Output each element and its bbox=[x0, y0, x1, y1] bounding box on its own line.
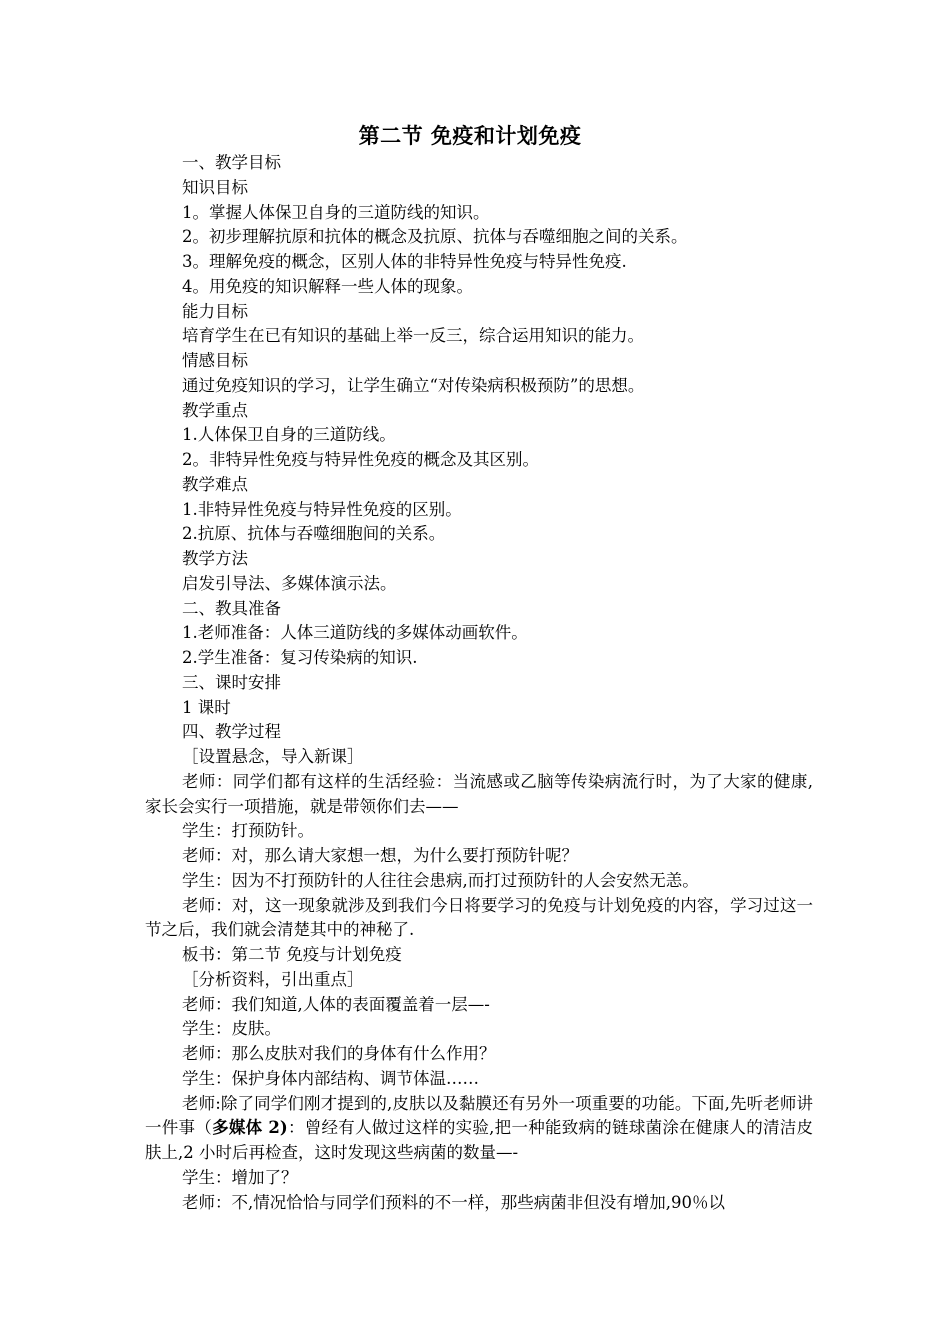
text-line: ［设置悬念，导入新课］ bbox=[182, 747, 364, 766]
text-line: 2。初步理解抗原和抗体的概念及抗原、抗体与吞噬细胞之间的关系。 bbox=[182, 227, 688, 247]
text-line: 培育学生在已有知识的基础上举一反三，综合运用知识的能力。 bbox=[182, 326, 644, 346]
dialog-paragraph bbox=[145, 1092, 813, 1166]
text-line: 学生：打预防针。 bbox=[182, 821, 314, 841]
text-line: 老师：那么皮肤对我们的身体有什么作用？ bbox=[182, 1044, 496, 1063]
text-line: 学生：皮肤。 bbox=[182, 1019, 281, 1039]
text-line: 通过免疫知识的学习，让学生确立“对传染病积极预防”的思想。 bbox=[182, 375, 645, 395]
text-line: 教学方法 bbox=[182, 549, 248, 568]
text-line: 1。掌握人体保卫自身的三道防线的知识。 bbox=[182, 202, 490, 222]
text-line: 2。非特异性免疫与特异性免疫的概念及其区别。 bbox=[182, 450, 539, 469]
text-line: 四、教学过程 bbox=[182, 722, 281, 742]
text-line: 能力目标 bbox=[182, 301, 248, 321]
text-line: 1 课时 bbox=[182, 697, 231, 717]
dialog-paragraph: 老师：对，这一现象就涉及到我们今日将要学习的免疫与计划免疫的内容，学习过这一节之后，我们就会清楚其中的神秘了. bbox=[145, 895, 813, 940]
multimedia-reference: 多媒体 2) bbox=[212, 1118, 288, 1138]
lesson-title: 第二节 免疫和计划免疫 bbox=[358, 123, 582, 148]
text-line: 老师：不,情况恰恰与同学们预料的不一样，那些病菌非但没有增加,90％以 bbox=[182, 1192, 725, 1212]
text-line: 3。理解免疫的概念，区别人体的非特异性免疫与特异性免疫. bbox=[182, 252, 627, 271]
text-line: 二、教具准备 bbox=[182, 598, 281, 618]
text-line: 4。用免疫的知识解释一些人体的现象。 bbox=[182, 276, 473, 296]
text-line: 学生：因为不打预防针的人往往会患病,而打过预防针的人会安然无恙。 bbox=[182, 870, 699, 890]
dialog-text: 老师:除了同学们刚才提到的,皮肤以及黏膜还有另外一项重要的功能。下面,先听老师讲一件事（ bbox=[145, 1093, 813, 1138]
text-line: 知识目标 bbox=[182, 177, 248, 197]
text-line: 学生：保护身体内部结构、调节体温…… bbox=[182, 1068, 479, 1088]
text-line: 老师：对，那么请大家想一想，为什么要打预防针呢？ bbox=[182, 846, 578, 865]
text-line: 2.学生准备：复习传染病的知识. bbox=[182, 648, 418, 667]
text-line: 老师：我们知道,人体的表面覆盖着一层—- bbox=[182, 994, 490, 1014]
text-line: ［分析资料，引出重点］ bbox=[182, 969, 364, 989]
text-line: 教学重点 bbox=[182, 400, 248, 420]
document-body bbox=[145, 151, 813, 1215]
text-line: 板书：第二节 免疫与计划免疫 bbox=[182, 945, 402, 964]
dialog-text: ：曾经有人做过这样的实验,把一种能致病的链球菌涂在健康人的清洁皮肤上,2 小时后再检查，这时发现这些病菌的数量—- bbox=[145, 1118, 813, 1162]
text-line: 学生：增加了？ bbox=[182, 1167, 298, 1187]
text-line: 1.老师准备：人体三道防线的多媒体动画软件。 bbox=[182, 623, 528, 643]
text-line: 一、教学目标 bbox=[182, 153, 281, 172]
text-line: 1.非特异性免疫与特异性免疫的区别。 bbox=[182, 499, 462, 519]
text-line: 教学难点 bbox=[182, 474, 248, 494]
dialog-paragraph: 老师：同学们都有这样的生活经验：当流感或乙脑等传染病流行时，为了大家的健康,家长会实行一项措施，就是带领你们去—— bbox=[145, 771, 813, 816]
text-line: 情感目标 bbox=[182, 351, 248, 370]
text-line: 1.人体保卫自身的三道防线。 bbox=[182, 425, 396, 445]
text-line: 启发引导法、多媒体演示法。 bbox=[182, 573, 397, 593]
text-line: 三、课时安排 bbox=[182, 672, 281, 692]
text-line: 2.抗原、抗体与吞噬细胞间的关系。 bbox=[182, 524, 446, 544]
